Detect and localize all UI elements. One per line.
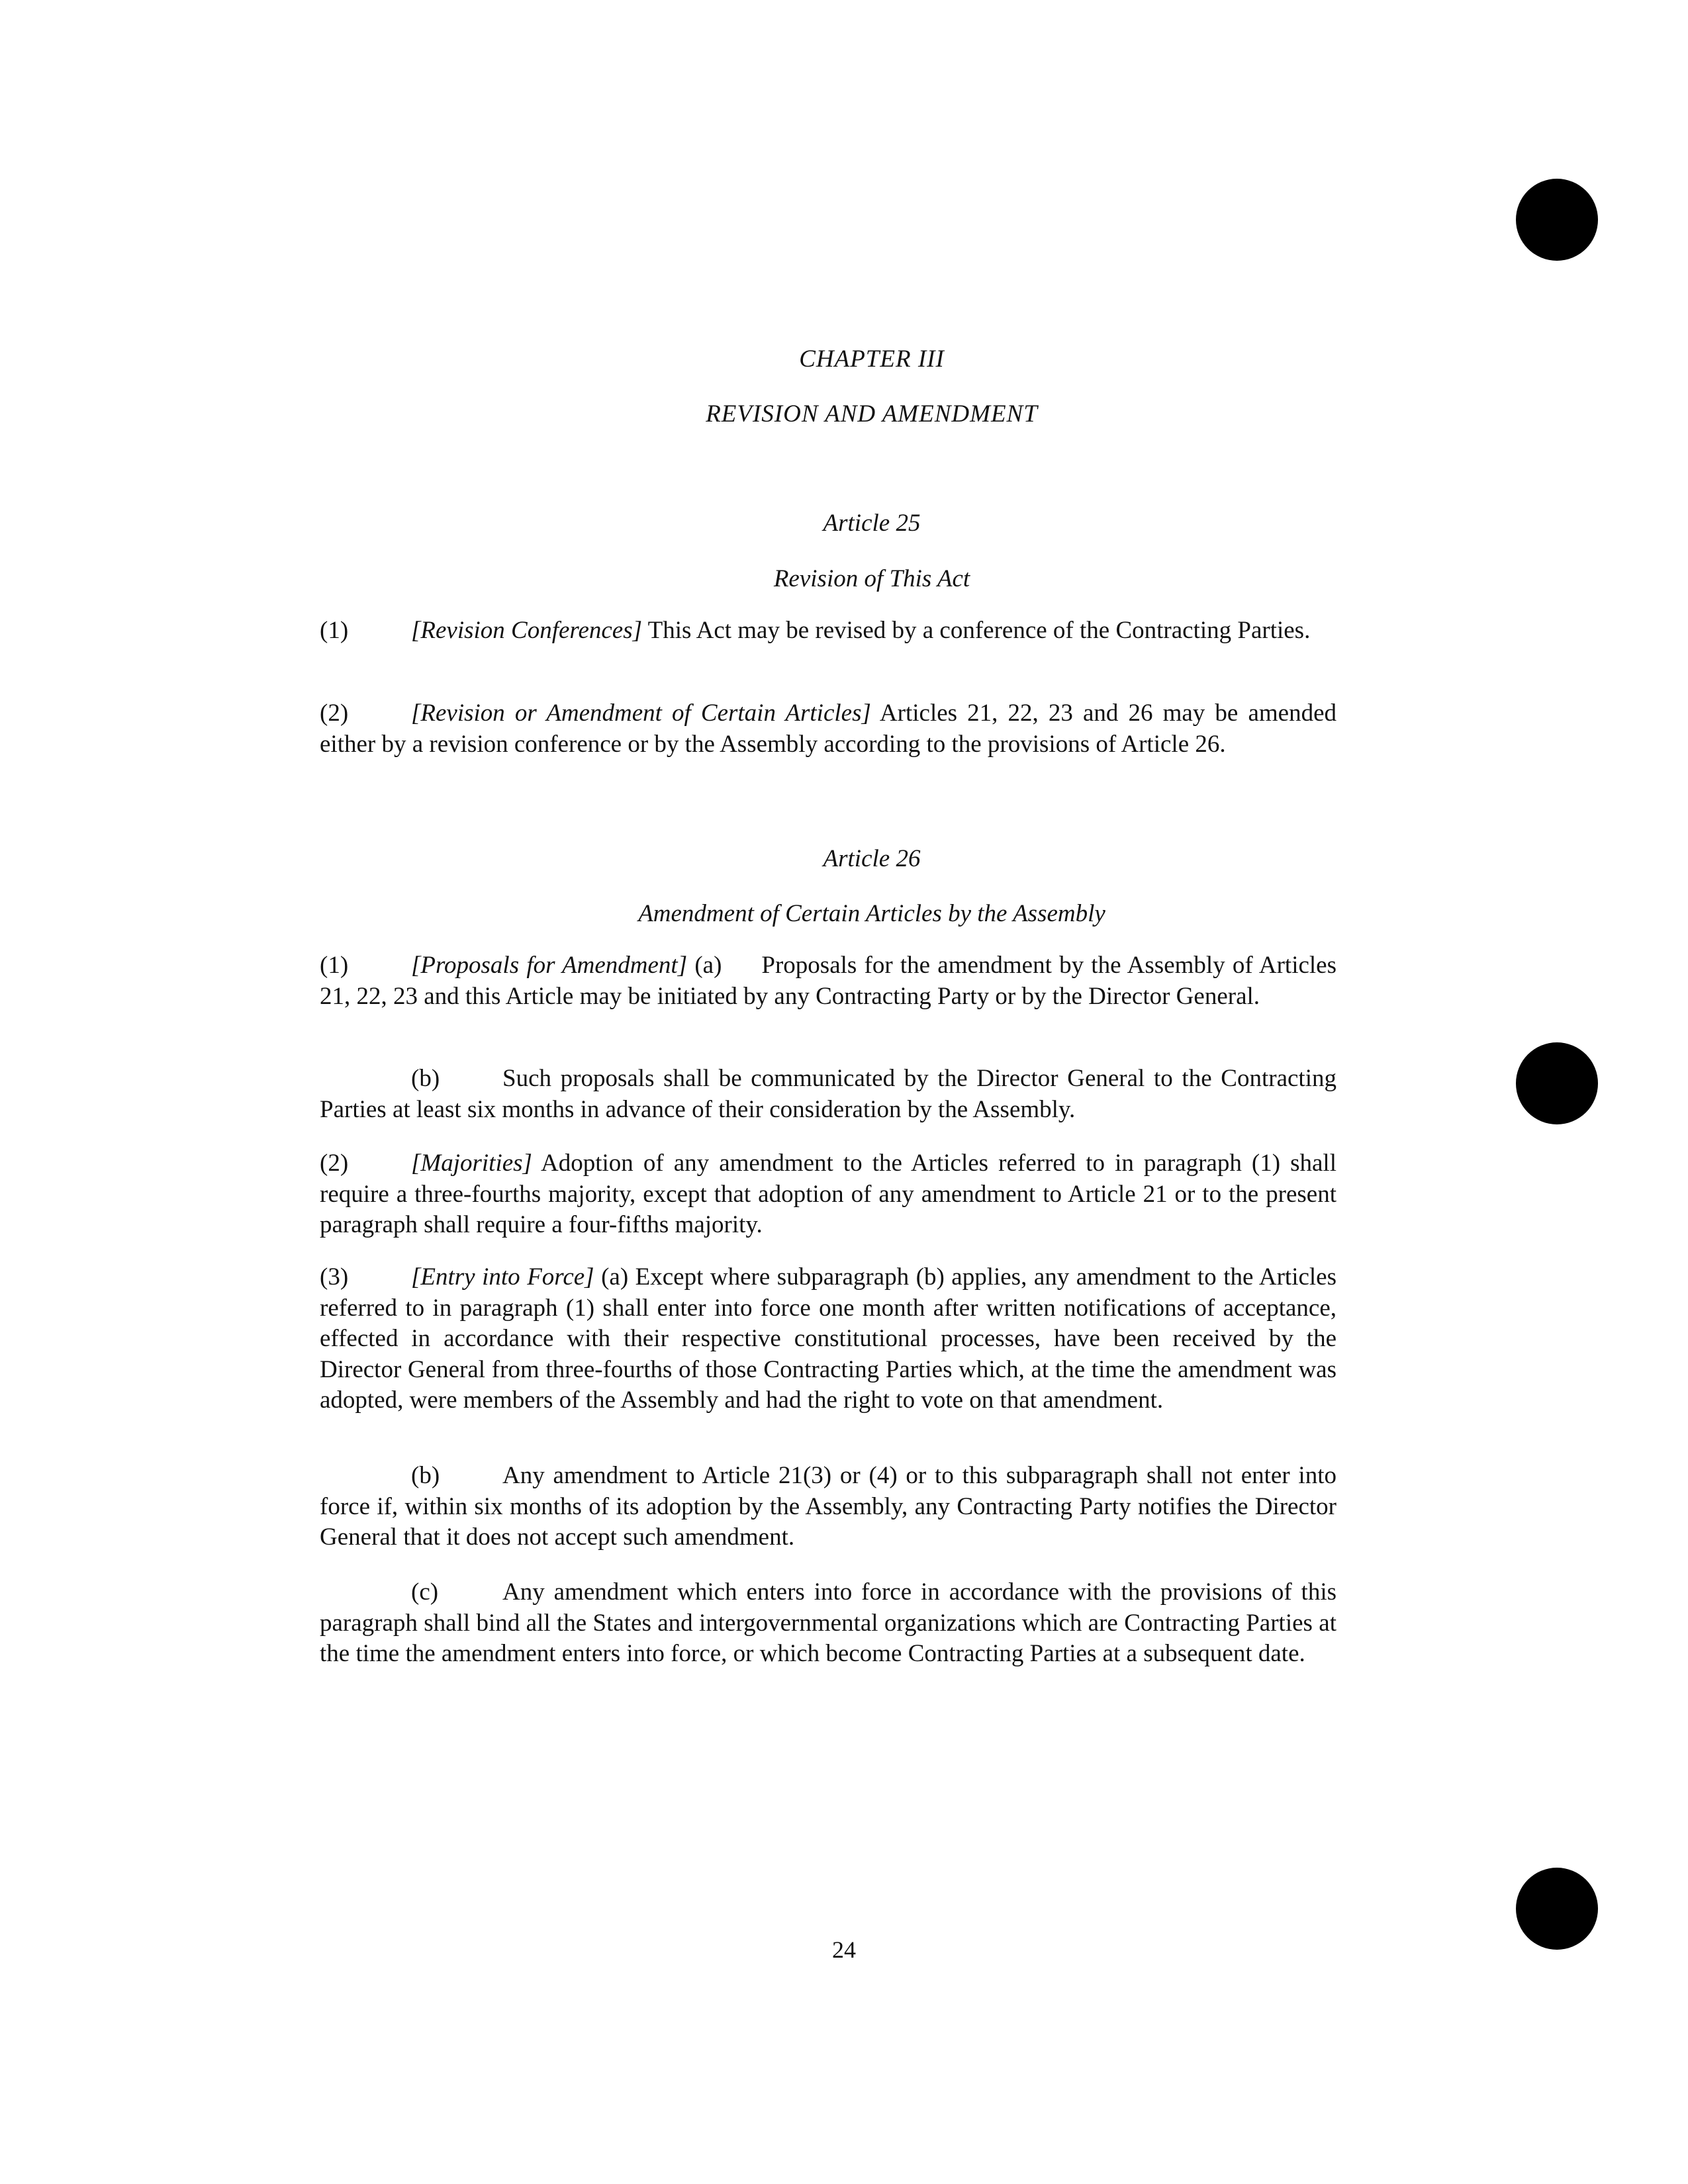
article-26-paragraph-3c	[320, 1577, 1336, 1670]
article-26-paragraph-2	[320, 1148, 1336, 1241]
article-26-paragraph-3	[320, 1262, 1336, 1416]
paragraph-text: (a) Except where subparagraph (b) applies, any amendment to the Articles referred to in paragraph (1) shall enter into force one month after written notifications of acceptance, effected in accordance with their respective constitutional processes, have been received by the Director General from three-fourths of those Contracting Parties which, at the time the amendment was adopted, were members of the Assembly and had the right to vote on that amendment.	[320, 1263, 1336, 1414]
article-25-paragraph-1	[320, 615, 1336, 647]
article-25-title: Revision of This Act	[773, 565, 970, 592]
article-26-paragraph-1b	[320, 1064, 1336, 1125]
paragraph-number: (1)	[320, 617, 349, 644]
paragraph-number: (2)	[320, 1150, 349, 1177]
paragraph-label: [Revision Conferences]	[411, 617, 643, 644]
article-25-paragraph-2	[320, 698, 1336, 760]
subparagraph-label: (b)	[411, 1065, 440, 1092]
page-number: 24	[832, 1936, 856, 1963]
paragraph-number: (1)	[320, 952, 349, 979]
subparagraph-label: (c)	[411, 1578, 439, 1606]
article-26-title: Amendment of Certain Articles by the Assembly	[638, 900, 1105, 927]
paragraph-text: Such proposals shall be communicated by the Director General to the Contracting Parties at least six months in advance of their consideration by the Assembly.	[320, 1065, 1336, 1123]
paragraph-number: (3)	[320, 1263, 349, 1291]
paragraph-text: Any amendment which enters into force in accordance with the provisions of this paragraph shall bind all the States and intergovernmental organizations which are Contracting Parties at the time the amendment enters into force, or which become Contracting Parties at a subsequent date.	[320, 1578, 1336, 1667]
article-26-heading: Article 26	[823, 845, 921, 872]
subparagraph-label: (b)	[411, 1462, 440, 1489]
article-25-heading: Article 25	[823, 510, 921, 537]
paragraph-text: Articles 21, 22, 23 and 26 may be amended either by a revision conference or by the Assembly according to the provisions of Article 26.	[320, 700, 1336, 758]
article-26-paragraph-1	[320, 950, 1336, 1012]
paragraph-text: Any amendment to Article 21(3) or (4) or to this subparagraph shall not enter into force if, within six months of its adoption by the Assembly, any Contracting Party notifies the Director General that it does not accept such amendment.	[320, 1462, 1336, 1551]
chapter-title: REVISION AND AMENDMENT	[706, 400, 1038, 428]
paragraph-label: [Majorities]	[411, 1150, 532, 1177]
paragraph-label: [Revision or Amendment of Certain Articles]	[411, 700, 871, 727]
paragraph-text: Proposals for the amendment by the Assembly of Articles 21, 22, 23 and this Article may be initiated by any Contracting Party or by the Director General.	[320, 952, 1337, 1010]
punch-hole-top	[1516, 179, 1598, 261]
subparagraph-label: (a)	[694, 952, 722, 979]
punch-hole-middle	[1516, 1042, 1598, 1124]
paragraph-label: [Entry into Force]	[411, 1263, 594, 1291]
article-26-paragraph-3b	[320, 1461, 1336, 1553]
paragraph-number: (2)	[320, 700, 349, 727]
paragraph-label: [Proposals for Amendment]	[411, 952, 688, 979]
paragraph-text: This Act may be revised by a conference of the Contracting Parties.	[642, 617, 1311, 644]
paragraph-text: Adoption of any amendment to the Articles referred to in paragraph (1) shall require a three-fourths majority, except that adoption of any amendment to Article 21 or to the present paragraph shall require a four-fifths majority.	[320, 1150, 1336, 1238]
chapter-number: CHAPTER III	[799, 345, 945, 373]
